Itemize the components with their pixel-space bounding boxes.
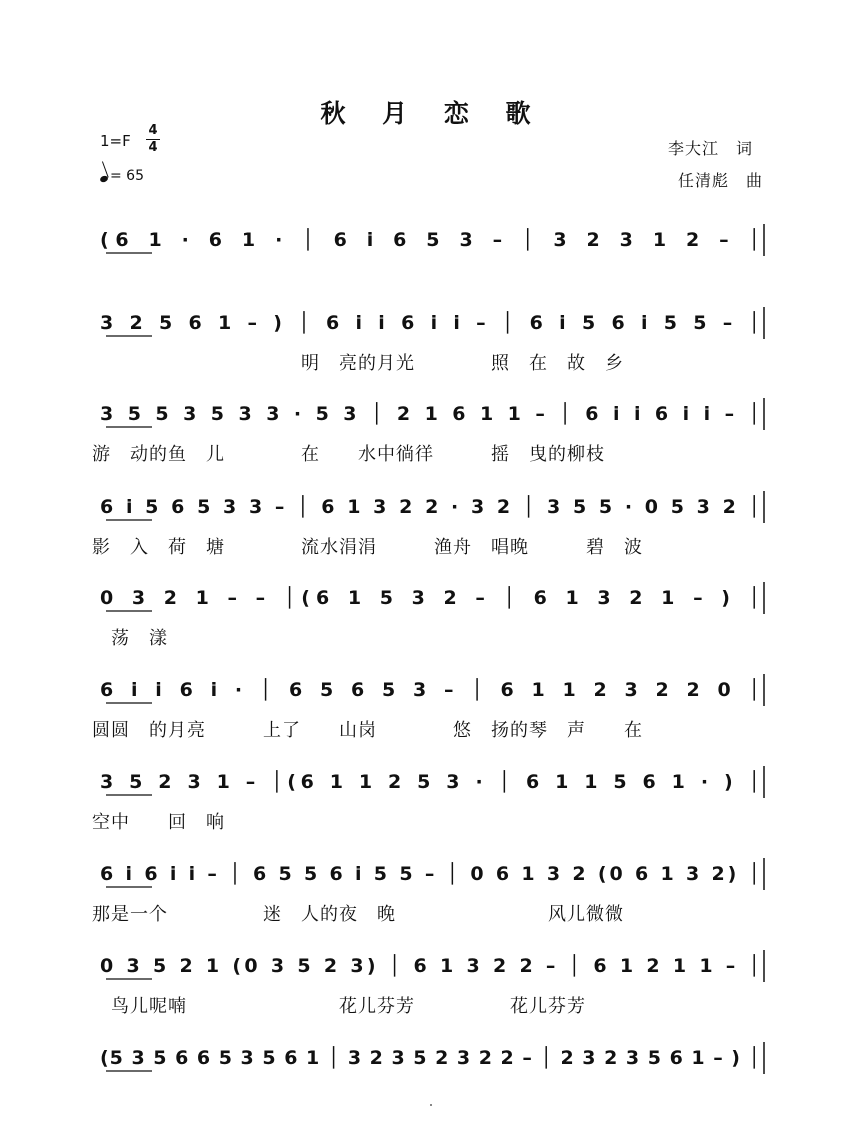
lyrics-line: 圆圆 的月亮 上了 山岗 悠 扬的琴 声 在: [92, 720, 643, 741]
time-signature-top: 4: [148, 123, 158, 138]
music-line: 3 5 5 3 5 3 3 · 5 3 │ 2 1 6 1 1 – │ 6 i i 6 i i – │: [100, 403, 761, 425]
music-notation: [92, 1040, 772, 1080]
lyrics-line: 空中 回 响: [92, 812, 225, 833]
music-notation: [92, 489, 772, 529]
tempo-value: = 65: [110, 168, 144, 184]
lyrics-line: 那是一个 迷 人的夜 晚 风儿微微: [92, 904, 624, 925]
music-notation: [92, 764, 772, 804]
page-mark: [430, 1104, 432, 1106]
lyrics-line: 荡 漾: [92, 628, 168, 649]
time-signature-bottom: 4: [148, 140, 158, 155]
quarter-note-icon: [99, 175, 109, 183]
lyrics-line: 游 动的鱼 儿 在 水中徜徉 摇 曳的柳枝: [92, 444, 605, 465]
music-notation: [92, 396, 772, 436]
song-title: 秋 月 恋 歌: [320, 99, 545, 128]
music-line: 0 3 5 2 1 (0 3 5 2 3) │ 6 1 3 2 2 – │ 6 1 2 1 1 – │: [100, 955, 761, 977]
music-notation: [92, 948, 772, 988]
music-line: 0 3 2 1 – – │(6 1 5 3 2 – │ 6 1 3 2 1 – ) │: [100, 587, 761, 609]
music-line: 6 i 6 i i – │ 6 5 5 6 i 5 5 – │ 0 6 1 3 2 (0 6 1 3 2) │: [100, 863, 760, 885]
music-notation: [92, 305, 772, 345]
time-signature: [146, 124, 160, 155]
music-line: (6 1 · 6 1 · │ 6 i 6 5 3 – │ 3 2 3 1 2 – │: [100, 229, 761, 251]
lyricist-credit: 李大江 词: [668, 139, 754, 158]
music-line: 3 2 5 6 1 – ) │ 6 i i 6 i i – │ 6 i 5 6 i 5 5 – │: [100, 312, 761, 334]
music-line: (5 3 5 6 6 5 3 5 6 1 │ 3 2 3 5 2 3 2 2 – │ 2 3 2 3 5 6 1 – ) │: [100, 1047, 760, 1069]
lyrics-line: 影 入 荷 塘 流水涓涓 渔舟 唱晚 碧 波: [92, 537, 643, 558]
music-line: 3 5 2 3 1 – │(6 1 1 2 5 3 · │ 6 1 1 5 6 1 · ) │: [100, 771, 760, 793]
lyrics-line: 明 亮的月光 照 在 故 乡: [92, 353, 624, 374]
key-signature: 1=F: [100, 132, 131, 150]
music-notation: [92, 222, 772, 262]
music-line: 6 i i 6 i · │ 6 5 6 5 3 – │ 6 1 1 2 3 2 2 0 │: [100, 679, 760, 701]
tempo-marking: [100, 168, 144, 184]
lyrics-line: 鸟儿呢喃 花儿芬芳 花儿芬芳: [92, 996, 586, 1017]
music-line: 6 i 5 6 5 3 3 – │ 6 1 3 2 2 · 3 2 │ 3 5 5 · 0 5 3 2 │: [100, 496, 760, 518]
music-notation: [92, 672, 772, 712]
music-notation: [92, 856, 772, 896]
music-notation: [92, 580, 772, 620]
composer-credit: 任清彪 曲: [678, 171, 764, 190]
